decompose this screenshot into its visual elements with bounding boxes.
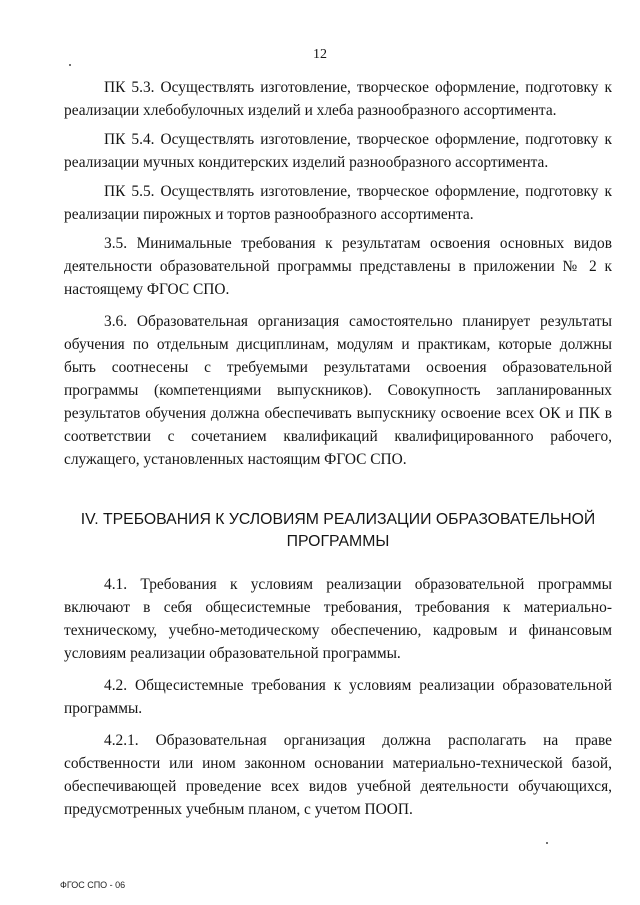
scan-speck xyxy=(69,64,71,66)
scan-speck xyxy=(546,842,548,844)
paragraph-4-2: 4.2. Общесистемные требования к условиям реализации образовательной программы. xyxy=(64,677,612,717)
paragraph-4-1: 4.1. Требования к условиям реализации образовательной программы включают в себя общесистемные требования, требования к материально-техническому, учебно-методическому обеспечению, кадровым и финансовым условиям реализации образовательной программы. xyxy=(64,576,612,662)
paragraph-3-5: 3.5. Минимальные требования к результатам освоения основных видов деятельности образовательной программы представлены в приложении № 2 к настоящему ФГОС СПО. xyxy=(64,235,612,298)
paragraph-pk-5-4: ПК 5.4. Осуществлять изготовление, творческое оформление, подготовку к реализации мучных кондитерских изделий разнообразного ассортимента. xyxy=(64,131,612,171)
paragraph-pk-5-3: ПК 5.3. Осуществлять изготовление, творческое оформление, подготовку к реализации хлебобулочных изделий и хлеба разнообразного ассортимента. xyxy=(64,79,612,119)
document-body xyxy=(64,76,612,830)
paragraph-3-6: 3.6. Образовательная организация самостоятельно планирует результаты обучения по отдельным дисциплинам, модулям и практикам, которые должны быть соотнесены с требуемыми результатами освоения образовательной программы (компетенциями выпускников). Совокупность запланированных результатов обучения должна обеспечивать выпускнику освоение всех ОК и ПК в соответствии с сочетанием квалификаций квалифицированного рабочего, служащего, установленных настоящим ФГОС СПО. xyxy=(64,313,612,468)
paragraph-4-2-1: 4.2.1. Образовательная организация должна располагать на праве собственности или ином законном основании материально-технической базой, обеспечивающей проведение всех видов учебной деятельности обучающихся, предусмотренных учебным планом, с учетом ПООП. xyxy=(64,732,612,818)
section-heading: IV. ТРЕБОВАНИЯ К УСЛОВИЯМ РЕАЛИЗАЦИИ ОБРАЗОВАТЕЛЬНОЙ ПРОГРАММЫ xyxy=(80,511,596,550)
page-number: 12 xyxy=(313,47,327,62)
paragraph-pk-5-5: ПК 5.5. Осуществлять изготовление, творческое оформление, подготовку к реализации пирожных и тортов разнообразного ассортимента. xyxy=(64,183,612,223)
footer-code: ФГОС СПО - 06 xyxy=(60,880,126,890)
